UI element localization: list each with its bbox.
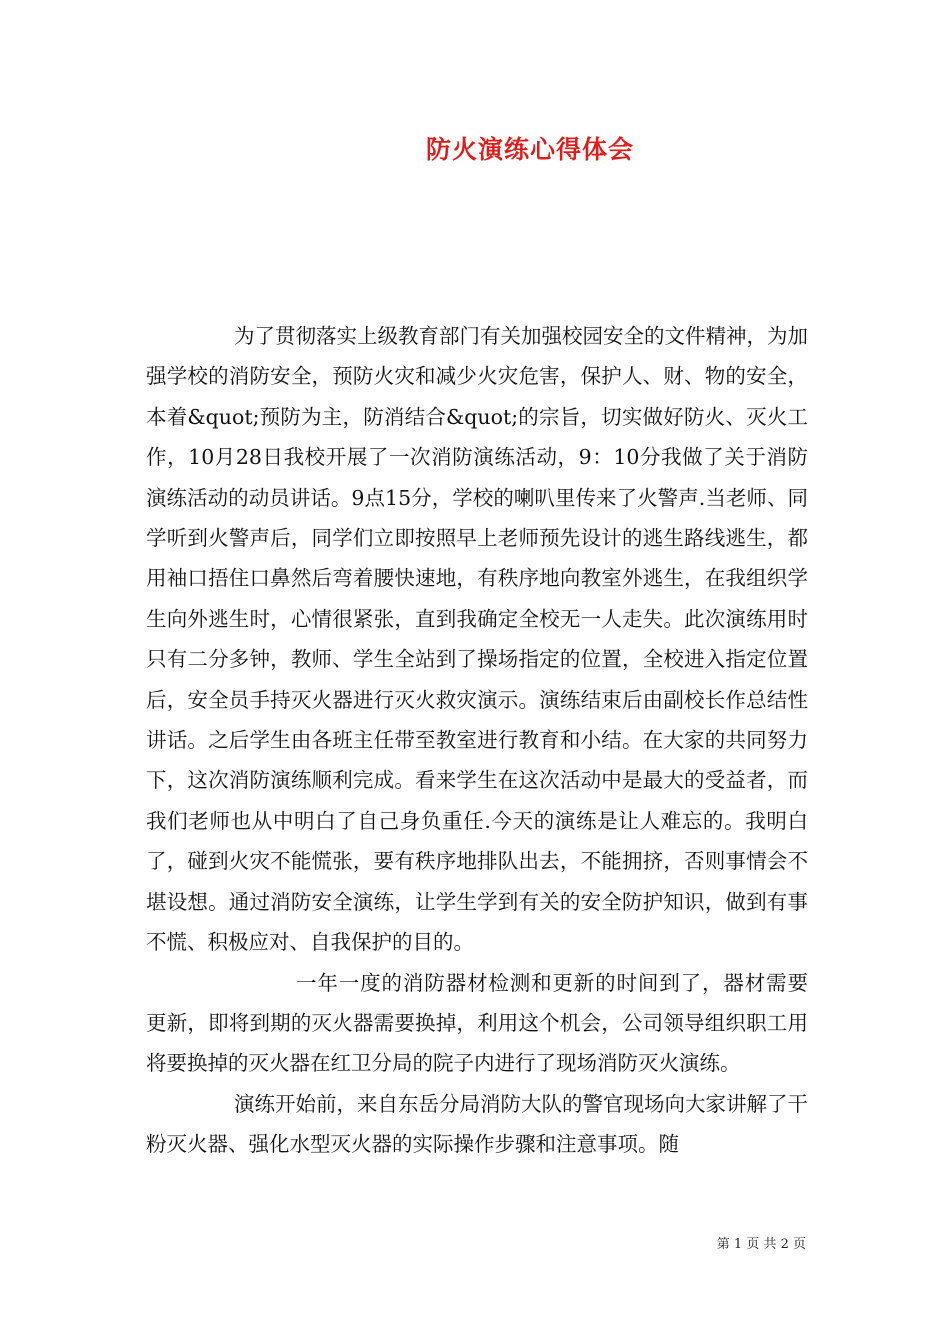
document-body bbox=[146, 316, 808, 1165]
page-footer: 第 1 页 共 2 页 bbox=[716, 1237, 806, 1252]
document-title: 防火演练心得体会 bbox=[425, 135, 634, 164]
paragraph-2: 一年一度的消防器材检测和更新的时间到了，器材需要更新，即将到期的灭火器需要换掉，利用这个机会，公司领导组织职工用将要换掉的灭火器在红卫分局的院子内进行了现场消防灭火演练。 bbox=[146, 970, 808, 1076]
paragraph-1: 为了贯彻落实上级教育部门有关加强校园安全的文件精神，为加强学校的消防安全，预防火灾和减少火灾危害，保护人、财、物的安全，本着&quot;预防为主，防消结合&quot;的宗旨，切实做好防火、灭火工作，10月28日我校开展了一次消防演练活动，9：10分我做了关于消防演练活动的动员讲话。9点15分，学校的喇叭里传来了火警声.当老师、同学听到火警声后，同学们立即按照早上老师预先设计的逃生路线逃生，都用袖口捂住口鼻然后弯着腰快速地，有秩序地向教室外逃生，在我组织学生向外逃生时，心情很紧张，直到我确定全校无一人走失。此次演练用时只有二分多钟，教师、学生全站到了操场指定的位置，全校进入指定位置后，安全员手持灭火器进行灭火救灾演示。演练结束后由副校长作总结性讲话。之后学生由各班主任带至教室进行教育和小结。在大家的共同努力下，这次消防演练顺利完成。看来学生在这次活动中是最大的受益者，而我们老师也从中明白了自己身负重任.今天的演练是让人难忘的。我明白了，碰到火灾不能慌张，要有秩序地排队出去，不能拥挤，否则事情会不堪设想。通过消防安全演练，让学生学到有关的安全防护知识，做到有事不慌、积极应对、自我保护的目的。 bbox=[146, 324, 808, 955]
paragraph-3: 演练开始前，来自东岳分局消防大队的警官现场向大家讲解了干粉灭火器、强化水型灭火器的实际操作步骤和注意事项。随 bbox=[146, 1091, 808, 1157]
